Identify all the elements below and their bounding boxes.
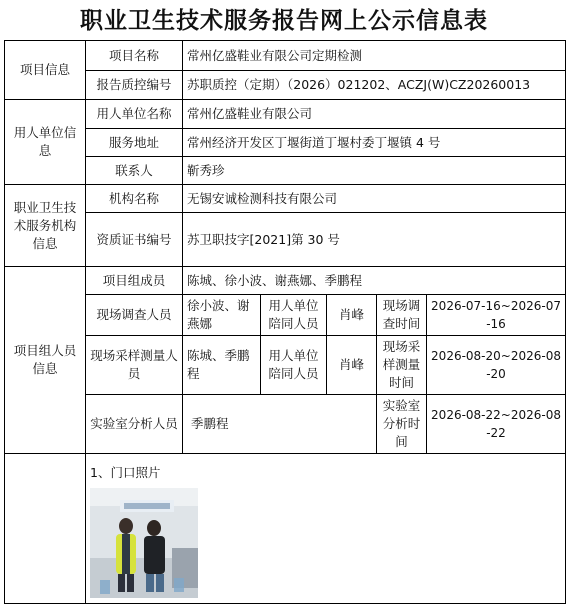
service-address-label: 服务地址 xyxy=(86,129,183,157)
sampling-accompany-value: 肖峰 xyxy=(327,336,377,395)
employer-section-label: 用人单位信息 xyxy=(5,100,86,185)
agency-name-value: 无锡安诚检测科技有限公司 xyxy=(183,185,566,213)
project-name-value: 常州亿盛鞋业有限公司定期检测 xyxy=(183,41,566,71)
lab-time-value: 2026-08-22~2026-08-22 xyxy=(427,395,566,454)
project-name-label: 项目名称 xyxy=(86,41,183,71)
entrance-photo xyxy=(90,488,198,598)
sampling-staff-value: 陈城、季鹏程 xyxy=(183,336,261,395)
survey-staff-value: 徐小波、谢燕娜 xyxy=(183,295,261,336)
survey-time-value: 2026-07-16~2026-07-16 xyxy=(427,295,566,336)
lab-time-label: 实验室分析时间 xyxy=(377,395,427,454)
entrance-photo-label: 1、门口照片 xyxy=(90,464,161,480)
survey-time-label: 现场调查时间 xyxy=(377,295,427,336)
survey-accompany-value: 肖峰 xyxy=(327,295,377,336)
report-number-label: 报告质控编号 xyxy=(86,71,183,100)
contact-label: 联系人 xyxy=(86,157,183,185)
sampling-time-label: 现场采样测量时间 xyxy=(377,336,427,395)
lab-staff-label: 实验室分析人员 xyxy=(86,395,183,454)
survey-accompany-label: 用人单位陪同人员 xyxy=(261,295,327,336)
contact-value: 靳秀珍 xyxy=(183,157,566,185)
entrance-photo-image xyxy=(90,488,198,598)
sampling-staff-label: 现场采样测量人员 xyxy=(86,336,183,395)
lab-staff-value: 季鹏程 xyxy=(183,395,377,454)
agency-section-label: 职业卫生技术服务机构信息 xyxy=(5,185,86,267)
certificate-value: 苏卫职技字[2021]第 30 号 xyxy=(183,213,566,267)
sampling-time-value: 2026-08-20~2026-08-20 xyxy=(427,336,566,395)
certificate-label: 资质证书编号 xyxy=(86,213,183,267)
personnel-section-label: 项目组人员信息 xyxy=(5,267,86,454)
photo-cell xyxy=(86,454,566,604)
survey-staff-label: 现场调查人员 xyxy=(86,295,183,336)
employer-name-label: 用人单位名称 xyxy=(86,100,183,129)
service-address-value: 常州经济开发区丁堰街道丁堰村委丁堰镇 4 号 xyxy=(183,129,566,157)
page-title: 职业卫生技术服务报告网上公示信息表 xyxy=(80,7,488,34)
disclosure-table xyxy=(4,40,566,604)
sampling-accompany-label: 用人单位陪同人员 xyxy=(261,336,327,395)
report-number-value: 苏职质控（定期）（2026）021202、ACZJ(W)CZ20260013 xyxy=(183,71,566,100)
employer-name-value: 常州亿盛鞋业有限公司 xyxy=(183,100,566,129)
team-members-label: 项目组成员 xyxy=(86,267,183,295)
team-members-value: 陈城、徐小波、谢燕娜、季鹏程 xyxy=(183,267,566,295)
photo-section-label xyxy=(5,454,86,604)
project-section-label: 项目信息 xyxy=(5,41,86,100)
agency-name-label: 机构名称 xyxy=(86,185,183,213)
